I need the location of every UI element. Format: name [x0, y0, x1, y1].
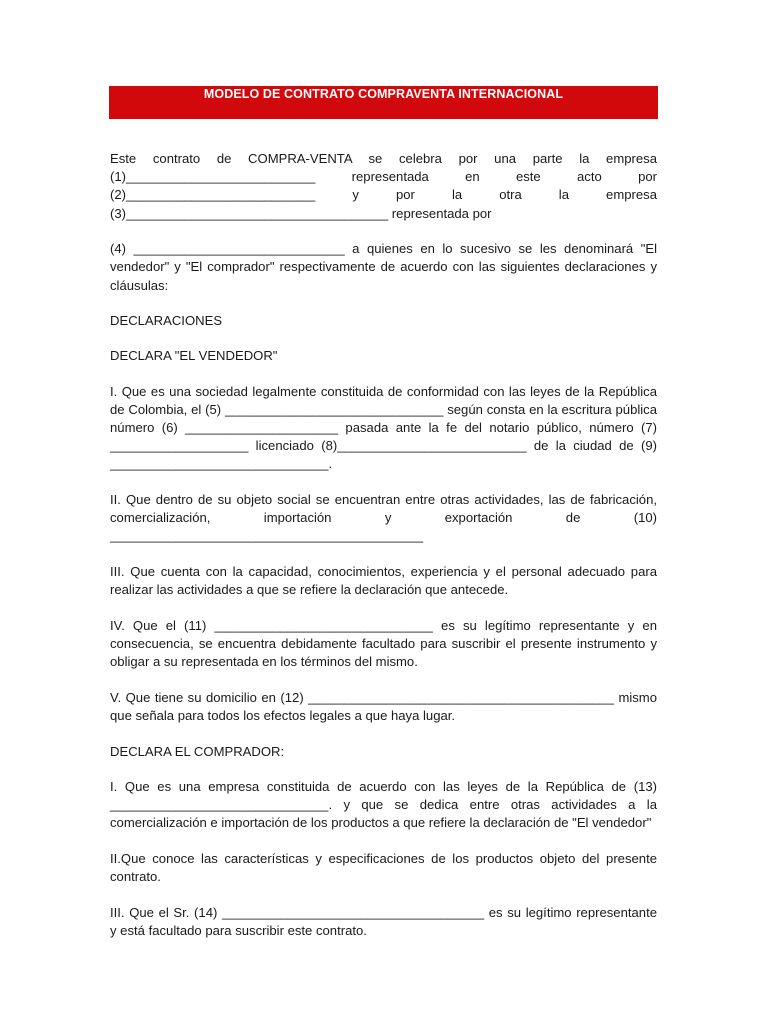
document-title: MODELO DE CONTRATO COMPRAVENTA INTERNACIONAL — [203, 87, 564, 101]
comprador-declaration-1: I. Que es una empresa constituida de acuerdo con las leyes de la República de (13) ______________________________. y que se dedica entre otras actividades a la comercialización e importación de los productos a que refiere la declaración de "El vendedor" — [110, 778, 657, 831]
vendedor-declaration-1: I. Que es una sociedad legalmente constituida de conformidad con las leyes de la República de Colombia, el (5) ______________________________ según consta en la escritura pública número (6) _____________________ pasada ante la fe del notario público, número (7) ___________________ licenciado (8)__________________________ de la ciudad de (9) ______________________________. — [110, 383, 657, 472]
comprador-declaration-2: II.Que conoce las características y especificaciones de los productos objeto del presente contrato. — [110, 850, 657, 885]
parties-paragraph: (4) _____________________________ a quienes en lo sucesivo se les denominará "El vendedor" y "El comprador" respectivamente de acuerdo con las siguientes declaraciones y cláusulas: — [110, 241, 657, 293]
vendedor-declaration-3: III. Que cuenta con la capacidad, conocimientos, experiencia y el personal adecuado para realizar las actividades a que se refiere la declaración que antecede. — [110, 564, 657, 598]
intro-paragraph: Este contrato de COMPRA-VENTA se celebra por una parte la empresa (1)__________________________ representada en este acto por (2)__________________________ y por la otra la empresa (3)____________________________________ representada por — [110, 151, 657, 221]
section-heading-vendedor: DECLARA "EL VENDEDOR" — [110, 348, 278, 364]
vendedor-declaration-5: V. Que tiene su domicilio en (12) __________________________________________ mismo que señala para todos los efectos legales a que haya lugar. — [110, 689, 657, 724]
comprador-declaration-3: III. Que el Sr. (14) ____________________________________ es su legítimo representante y está facultado para suscribir este contrato. — [110, 904, 657, 938]
section-heading-comprador: DECLARA EL COMPRADOR: — [110, 743, 285, 759]
document-body — [110, 150, 657, 957]
vendedor-declaration-2: II. Que dentro de su objeto social se encuentran entre otras actividades, las de fabricación, comercialización, importación y exportación de (10) ___________________________________________ — [110, 492, 657, 544]
vendedor-declaration-4: IV. Que el (11) ______________________________ es su legítimo representante y en consecuencia, se encuentra debidamente facultado para suscribir el presente instrumento y obligar a su representada en los términos del mismo. — [110, 617, 657, 670]
title-banner — [109, 86, 658, 119]
section-heading-declaraciones: DECLARACIONES — [110, 313, 223, 329]
